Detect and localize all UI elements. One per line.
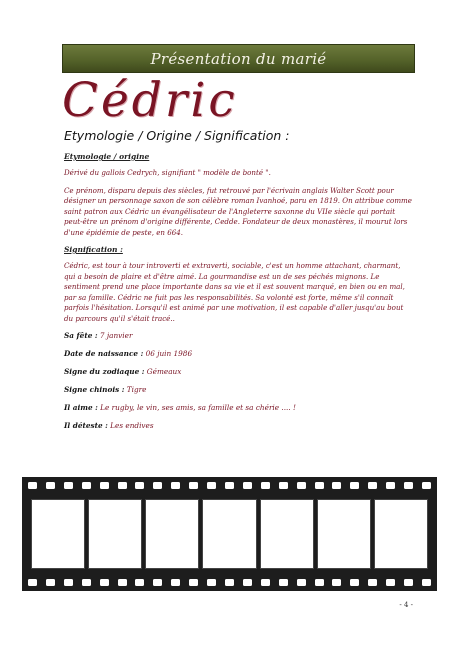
film-hole — [350, 482, 359, 489]
photo-frame — [31, 499, 85, 569]
film-hole — [171, 579, 180, 586]
field-chinois — [64, 385, 414, 395]
film-hole — [332, 482, 341, 489]
film-hole — [422, 579, 431, 586]
field-label: Il déteste : — [64, 421, 108, 430]
field-label: Sa fête : — [64, 331, 98, 340]
page-number: - 4 - — [399, 601, 413, 609]
film-hole — [297, 482, 306, 489]
film-hole — [118, 482, 127, 489]
film-hole — [315, 579, 324, 586]
film-hole — [28, 482, 37, 489]
film-hole — [153, 579, 162, 586]
film-hole — [64, 579, 73, 586]
film-hole — [279, 482, 288, 489]
film-hole — [82, 579, 91, 586]
film-hole — [153, 482, 162, 489]
film-hole — [225, 579, 234, 586]
signification-text: Cédric, est tour à tour introverti et extraverti, sociable, c'est un homme attachant, charmant, qui a besoin de plaire et d'être aimé. La gourmandise est un de ses péchés mignons. Le sentiment prend une place importante dans sa vie et il est souvent marqué, en bien ou en mal, par sa famille. Cédric ne fuit pas les responsabilités. Sa volonté est forte, même s'il connaît parfois l'hésitation. Lorsqu'il est animé par une motivation, il est capable d'aller jusqu'au bout du parcours qu'il s'était tracé.. — [64, 261, 405, 323]
etymology-para-1: Dérivé du gallois Cedrych, signifiant " modèle de bonté ". — [64, 168, 271, 177]
film-hole — [404, 482, 413, 489]
film-hole — [100, 482, 109, 489]
film-hole — [350, 579, 359, 586]
field-deteste — [64, 421, 414, 431]
field-value: Le rugby, le vin, ses amis, sa famille et sa chérie .... ! — [97, 403, 296, 412]
title-banner — [62, 44, 415, 73]
film-hole — [207, 482, 216, 489]
field-zodiaque — [64, 367, 414, 377]
film-hole — [46, 482, 55, 489]
field-value: Gémeaux — [144, 367, 182, 376]
film-hole — [297, 579, 306, 586]
film-hole — [28, 579, 37, 586]
photo-frame — [202, 499, 256, 569]
field-label: Signe du zodiaque : — [64, 367, 145, 376]
signification-heading: Signification : — [64, 245, 123, 254]
film-hole — [46, 579, 55, 586]
film-hole — [207, 579, 216, 586]
photo-frame — [145, 499, 199, 569]
photo-frame — [317, 499, 371, 569]
film-perforations-top — [28, 482, 431, 489]
etymology-heading: Etymologie / origine — [64, 152, 150, 161]
film-hole — [225, 482, 234, 489]
film-hole — [118, 579, 127, 586]
film-hole — [386, 482, 395, 489]
film-hole — [135, 579, 144, 586]
film-hole — [171, 482, 180, 489]
section-title: Etymologie / Origine / Signification : — [64, 128, 290, 143]
film-hole — [135, 482, 144, 489]
photo-frame — [88, 499, 142, 569]
film-hole — [189, 579, 198, 586]
field-fete — [64, 331, 414, 341]
photo-frame — [374, 499, 428, 569]
film-perforations-bottom — [28, 579, 431, 586]
field-value: Tigre — [124, 385, 147, 394]
etymology-para-2: Ce prénom, disparu depuis des siècles, fut retrouvé par l'écrivain anglais Walter Scott pour désigner un personnage saxon de son célèbre roman Ivanhoé, paru en 1819. On attribue comme saint patron aux Cédric un évangélisateur de l'Angleterre saxonne du VIIe siècle qui portait peut-être un prénom d'origine différente, Cedde. Fondateur de deux monastères, il mourut lors d'une épidémie de peste, en 664. — [64, 185, 412, 237]
field-naissance — [64, 349, 414, 359]
film-hole — [279, 579, 288, 586]
film-hole — [332, 579, 341, 586]
film-hole — [368, 482, 377, 489]
film-hole — [100, 579, 109, 586]
film-hole — [261, 482, 270, 489]
film-hole — [189, 482, 198, 489]
film-frames — [31, 499, 428, 569]
film-strip — [22, 477, 437, 591]
film-hole — [243, 482, 252, 489]
photo-frame — [260, 499, 314, 569]
field-value: 06 juin 1986 — [143, 349, 193, 358]
film-hole — [261, 579, 270, 586]
film-hole — [422, 482, 431, 489]
field-label: Signe chinois : — [64, 385, 125, 394]
groom-name: Cédric — [62, 73, 238, 128]
content — [64, 128, 414, 439]
field-value: 7 janvier — [97, 331, 133, 340]
banner-title: Présentation du marié — [150, 49, 327, 68]
film-hole — [315, 482, 324, 489]
film-hole — [82, 482, 91, 489]
film-hole — [404, 579, 413, 586]
field-aime — [64, 403, 414, 413]
film-hole — [64, 482, 73, 489]
field-value: Les endives — [107, 421, 154, 430]
film-hole — [243, 579, 252, 586]
film-hole — [368, 579, 377, 586]
film-hole — [386, 579, 395, 586]
field-label: Date de naissance : — [64, 349, 144, 358]
field-label: Il aime : — [64, 403, 98, 412]
